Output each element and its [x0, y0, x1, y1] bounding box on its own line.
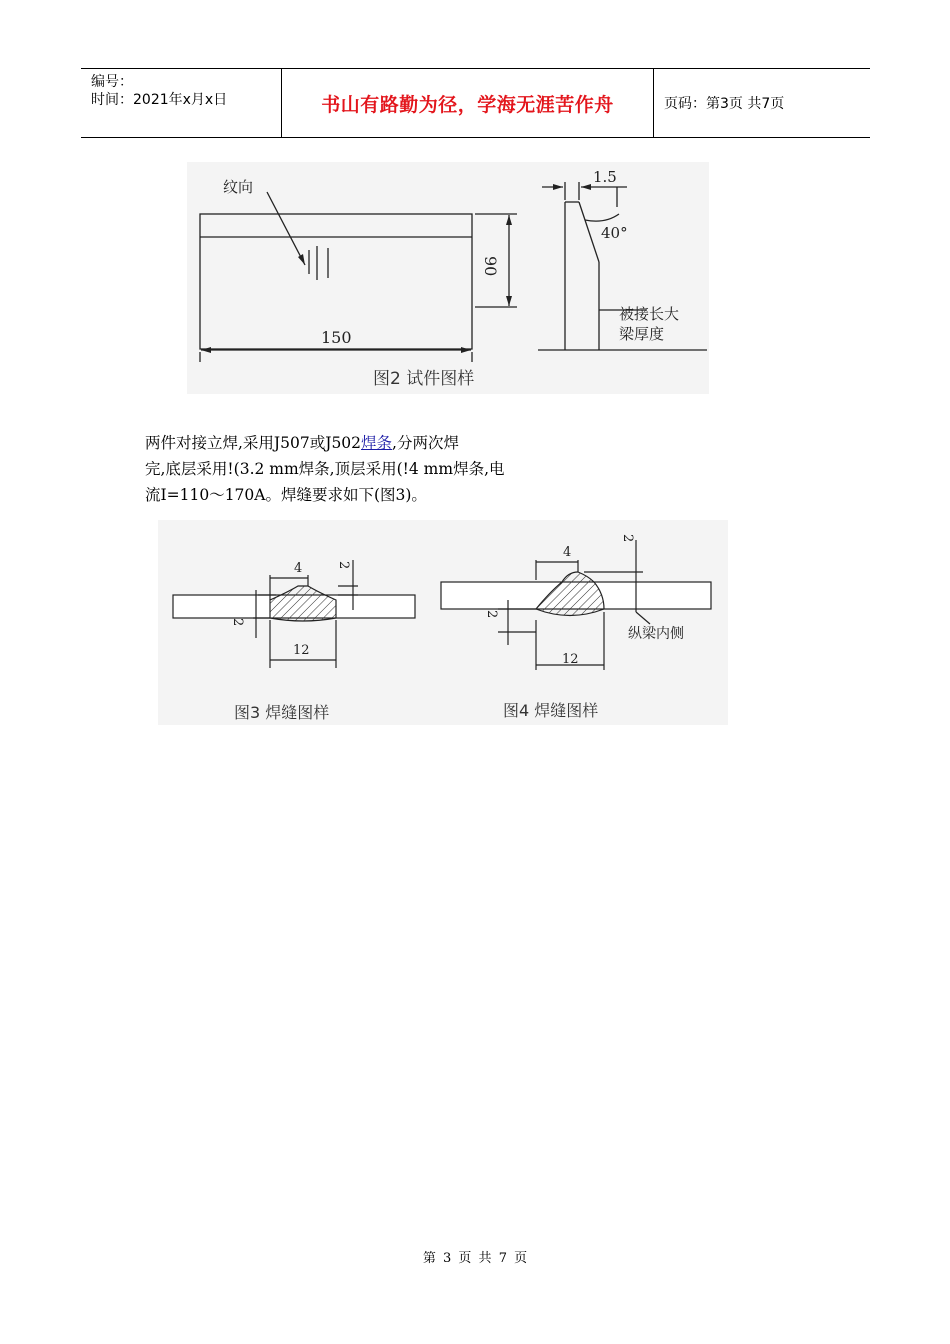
- figure-2-svg: [187, 162, 709, 394]
- fig3-top-height-label: 2: [336, 561, 351, 570]
- bevel-angle-label: 40°: [601, 224, 628, 242]
- header-page-cell: [654, 69, 870, 137]
- thickness-note-line2: 梁厚度: [619, 325, 665, 343]
- length-dimension-label: 150: [321, 328, 352, 347]
- header-page-info: 页码：第3页 共7页: [664, 96, 785, 112]
- fig3-bottom-width-label: 12: [293, 643, 310, 658]
- date-label: 时间：2021年x月x日: [91, 92, 228, 108]
- figure-3-caption: 图3 焊缝图样: [234, 703, 330, 722]
- page-header: [81, 68, 870, 138]
- footer-total-pages: 7: [498, 1251, 507, 1266]
- fig4-inner-side-label: 纵梁内侧: [628, 626, 684, 642]
- footer-suffix: 页: [514, 1251, 528, 1266]
- figure-2-specimen-drawing: [187, 162, 709, 394]
- footer-mid: 页 共: [458, 1251, 492, 1266]
- fig4-bottom-width-label: 12: [562, 652, 579, 667]
- fig3-bottom-height-label: 2: [230, 618, 245, 627]
- thickness-note-line1: 被接长大: [619, 305, 680, 323]
- fig4-top-width-label: 4: [563, 545, 572, 560]
- figure-3-4-weld-drawings: [158, 520, 728, 725]
- figure-4-caption: 图4 焊缝图样: [503, 701, 599, 720]
- grain-direction-label: 纹向: [223, 178, 254, 196]
- serial-number-label: 编号：: [91, 74, 133, 90]
- paragraph-line-3: 流I=110～170A。焊缝要求如下(图3)。: [145, 486, 427, 504]
- footer-page-number: 3: [443, 1251, 452, 1266]
- body-paragraph: [145, 430, 605, 508]
- header-motto: 书山有路勤为径，学海无涯苦作舟: [321, 93, 614, 116]
- height-dimension-label: 90: [481, 256, 500, 277]
- paragraph-line-1-tail: ,分两次焊: [392, 434, 459, 452]
- paragraph-line-1-text: 两件对接立焊,采用J507或J502: [145, 434, 362, 452]
- header-motto-cell: [282, 69, 654, 137]
- header-meta-cell: [81, 69, 282, 137]
- electrode-link[interactable]: 焊条: [361, 434, 393, 452]
- fig3-top-width-label: 4: [294, 561, 303, 576]
- fig4-bottom-height-label: 2: [484, 610, 499, 619]
- footer-prefix: 第: [422, 1251, 436, 1266]
- figure-3-4-svg: [158, 520, 728, 725]
- page-footer: [0, 1247, 950, 1266]
- paragraph-line-2: 完,底层采用!(3.2 mm焊条,顶层采用(!4 mm焊条,电: [145, 460, 505, 478]
- figure-2-caption: 图2 试件图样: [373, 369, 475, 389]
- root-dimension-label: 1.5: [593, 168, 617, 186]
- fig4-top-height-label: 2: [620, 534, 635, 543]
- paragraph-line-1: [145, 430, 605, 456]
